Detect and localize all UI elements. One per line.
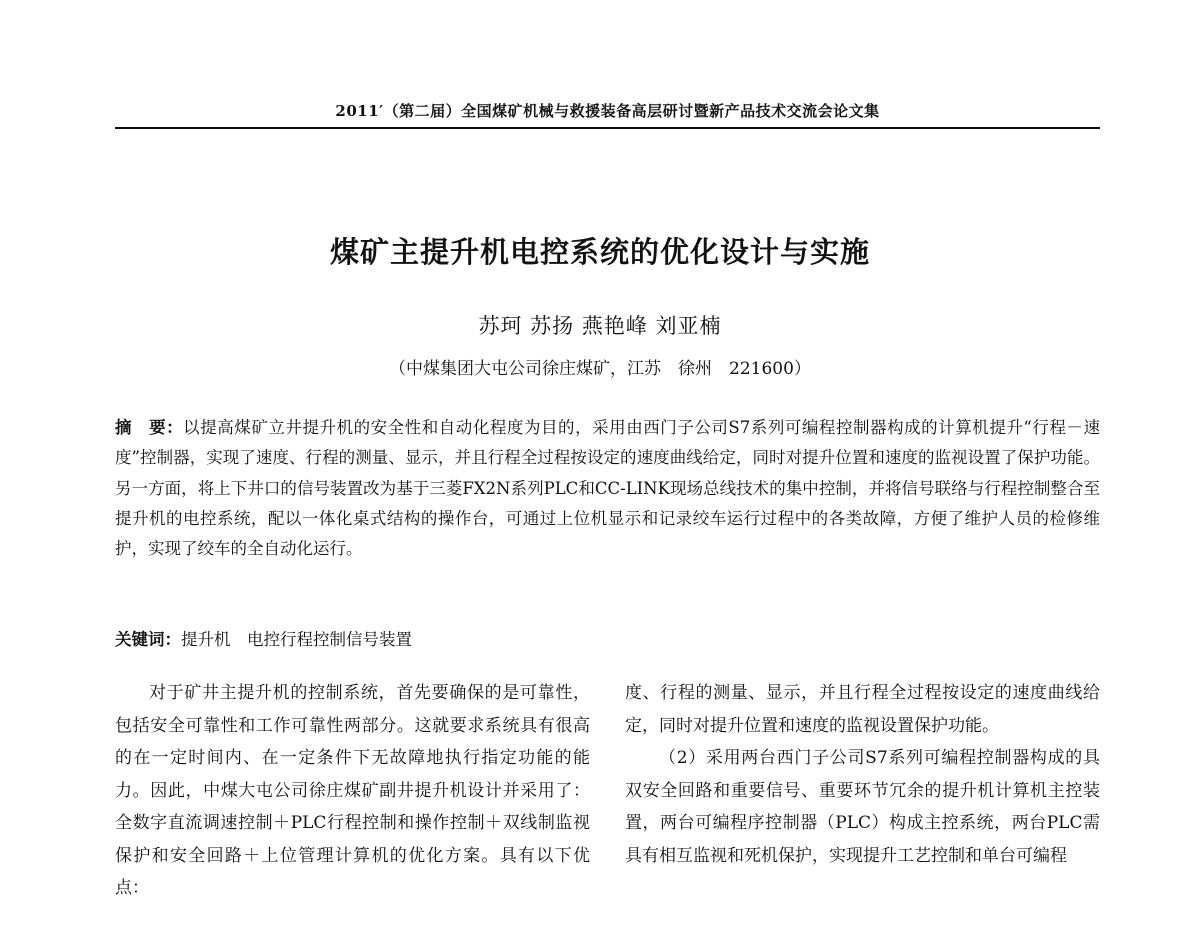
keywords <box>115 625 1100 655</box>
body-left-column <box>115 677 590 905</box>
running-header: 2011′（第二届）全国煤矿机械与救援装备高层研讨暨新产品技术交流会论文集 <box>115 100 1100 129</box>
body-paragraph-continued: 度、行程的测量、显示，并且行程全过程按设定的速度曲线给定，同时对提升位置和速度的监视设置保护功能。 <box>625 683 1100 736</box>
authors: 苏珂 苏扬 燕艳峰 刘亚楠 <box>478 314 722 338</box>
body-right-column <box>625 677 1100 872</box>
keywords-text: 提升机 电控行程控制信号装置 <box>181 630 412 649</box>
keywords-label: 关键词： <box>115 630 181 649</box>
abstract-label: 摘 要： <box>115 418 184 437</box>
abstract <box>115 413 1100 564</box>
paper-title: 煤矿主提升机电控系统的优化设计与实施 <box>329 235 870 269</box>
body-paragraph: （2）采用两台西门子公司S7系列可编程控制器构成的具双安全回路和重要信号、重要环节冗余的提升机计算机主控装置，两台可编程序控制器（PLC）构成主控系统，两台PLC需具有相互监视和死机保护，实现提升工艺控制和单台可编程 <box>625 748 1100 866</box>
affiliation: （中煤集团大屯公司徐庄煤矿，江苏 徐州 221600） <box>389 359 811 379</box>
abstract-text: 以提高煤矿立井提升机的安全性和自动化程度为目的，采用由西门子公司S7系列可编程控制器构成的计算机提升“行程－速度”控制器，实现了速度、行程的测量、显示，并且行程全过程按设定的速度曲线给定，同时对提升位置和速度的监视设置了保护功能。另一方面，将上下井口的信号装置改为基于三菱FX2N系列PLC和CC-LINK现场总线技术的集中控制，并将信号联络与行程控制整合至提升机的电控系统，配以一体化桌式结构的操作台，可通过上位机显示和记录绞车运行过程中的各类故障，方便了维护人员的检修维护，实现了绞车的全自动化运行。 <box>115 418 1101 559</box>
body-paragraph: 对于矿井主提升机的控制系统，首先要确保的是可靠性，包括安全可靠性和工作可靠性两部分。这就要求系统具有很高的在一定时间内、在一定条件下无故障地执行指定功能的能力。因此，中煤大屯公司徐庄煤矿副井提升机设计并采用了：全数字直流调速控制＋PLC行程控制和操作控制＋双线制监视保护和安全回路＋上位管理计算机的优化方案。具有以下优点： <box>115 683 590 898</box>
